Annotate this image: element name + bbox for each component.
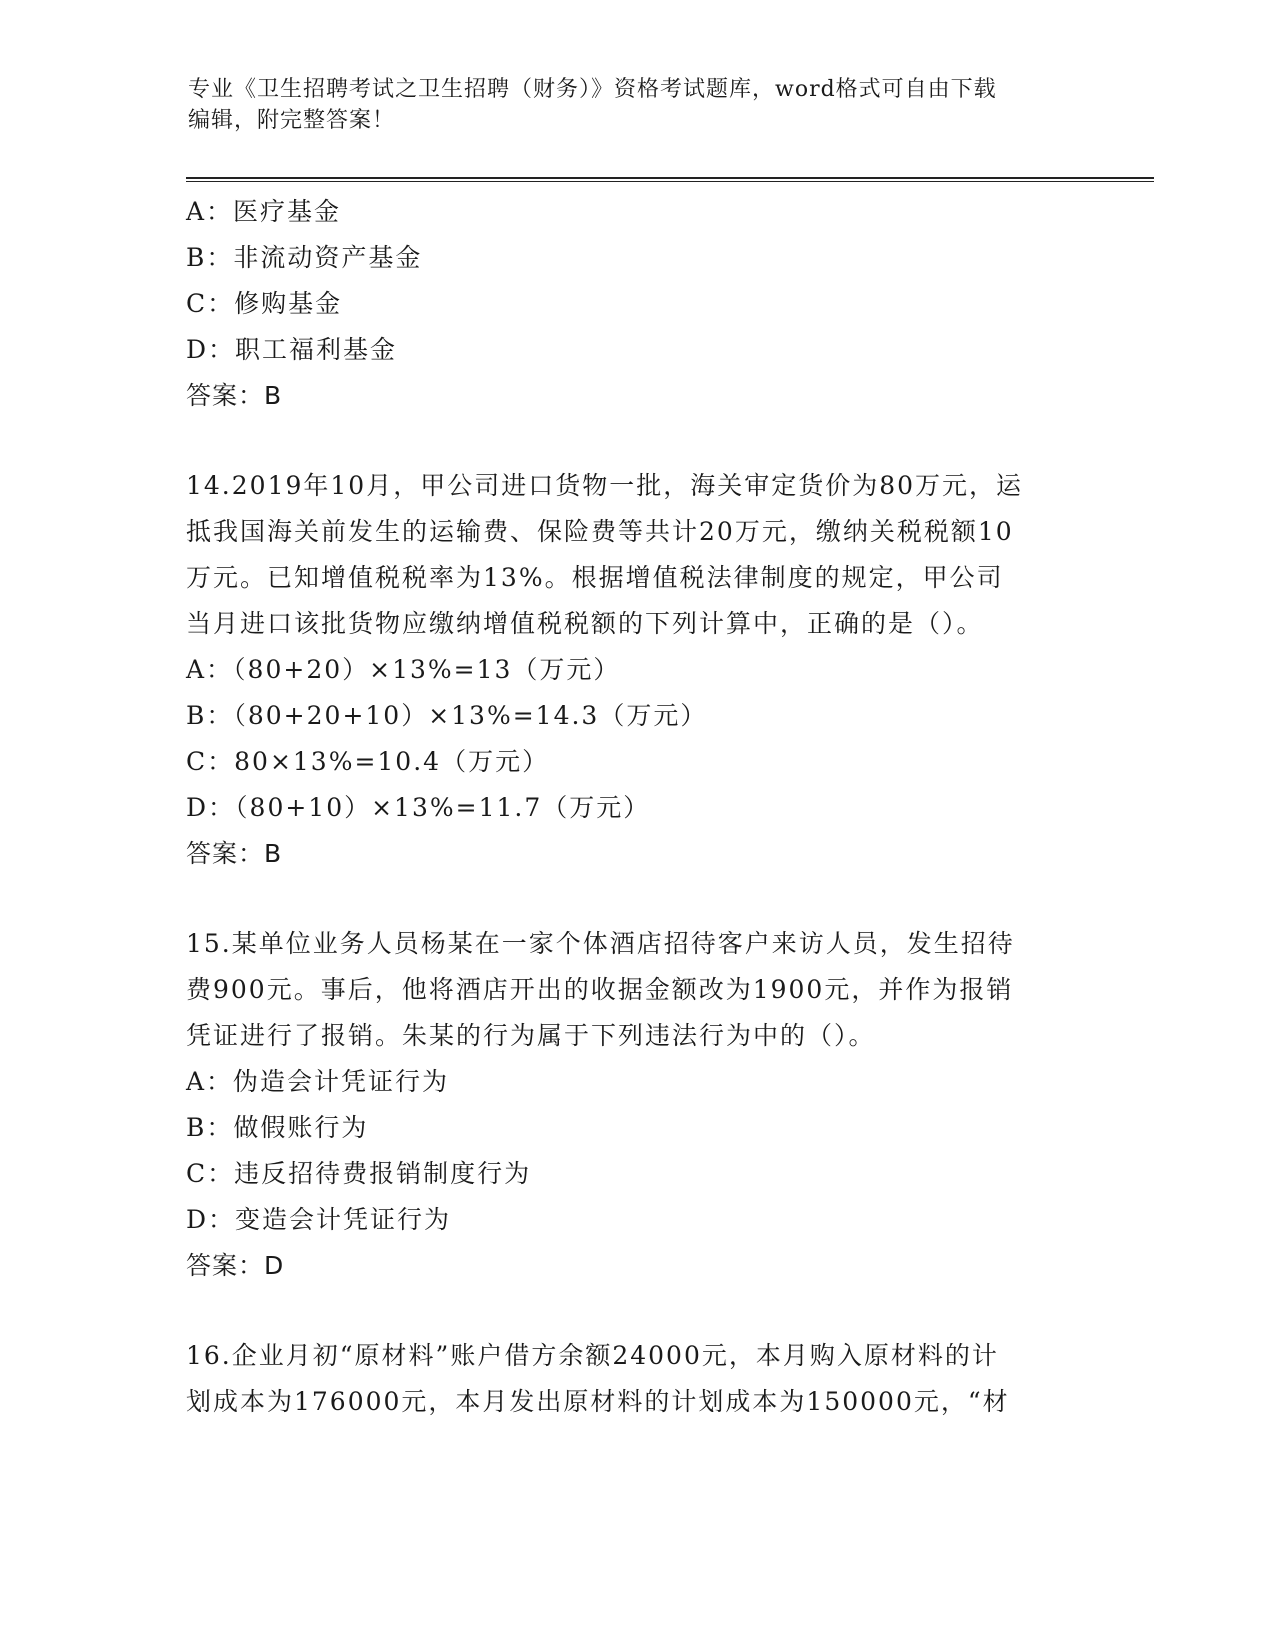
- question-stem: [186, 921, 1086, 1059]
- question-stem: [186, 463, 1086, 647]
- option-b: B：非流动资产基金: [186, 243, 423, 272]
- stem-line: 15.某单位业务人员杨某在一家个体酒店招待客户来访人员，发生招待: [186, 929, 1015, 958]
- question-spacer: [186, 1289, 1086, 1333]
- question-14: [186, 463, 1086, 877]
- header-divider-thick: [186, 177, 1154, 179]
- option-a: A：医疗基金: [186, 197, 342, 226]
- option-b: B：做假账行为: [186, 1113, 369, 1142]
- option-a: A：（80+20）×13%=13（万元）: [186, 655, 621, 684]
- question-15: [186, 921, 1086, 1289]
- option-d: D：变造会计凭证行为: [186, 1205, 452, 1234]
- document-body: [186, 189, 1086, 1425]
- option-b: B：（80+20+10）×13%=14.3（万元）: [186, 701, 708, 730]
- stem-line: 凭证进行了报销。朱某的行为属于下列违法行为中的（）。: [186, 1021, 876, 1050]
- answer-line: 答案：B: [186, 839, 283, 868]
- header-line-1: 专业《卫生招聘考试之卫生招聘（财务）》资格考试题库，word格式可自由下载: [188, 77, 997, 102]
- stem-line: 当月进口该批货物应缴纳增值税税额的下列计算中，正确的是（）。: [186, 609, 984, 638]
- question-spacer: [186, 877, 1086, 921]
- option-c: C：80×13%=10.4（万元）: [186, 747, 550, 776]
- stem-line: 14.2019年10月，甲公司进口货物一批，海关审定货价为80万元，运: [186, 471, 1024, 500]
- header-divider-thin: [186, 181, 1154, 182]
- question-13: [186, 189, 1086, 419]
- answer-line: 答案：B: [186, 381, 283, 410]
- option-a: A：伪造会计凭证行为: [186, 1067, 450, 1096]
- stem-line: 费900元。事后，他将酒店开出的收据金额改为1900元，并作为报销: [186, 975, 1014, 1004]
- document-header: [188, 74, 1088, 136]
- question-16: [186, 1333, 1086, 1425]
- answer-line: 答案：D: [186, 1251, 285, 1280]
- option-d: D：（80+10）×13%=11.7（万元）: [186, 793, 651, 822]
- stem-line: 万元。已知增值税税率为13%。根据增值税法律制度的规定，甲公司: [186, 563, 1004, 592]
- option-d: D：职工福利基金: [186, 335, 398, 364]
- option-c: C：修购基金: [186, 289, 343, 318]
- question-stem: [186, 1333, 1086, 1425]
- stem-line: 划成本为176000元，本月发出原材料的计划成本为150000元，“材: [186, 1387, 1010, 1416]
- stem-line: 抵我国海关前发生的运输费、保险费等共计20万元，缴纳关税税额10: [186, 517, 1014, 546]
- header-line-2: 编辑，附完整答案！: [188, 108, 396, 133]
- question-spacer: [186, 419, 1086, 463]
- stem-line: 16.企业月初“原材料”账户借方余额24000元，本月购入原材料的计: [186, 1341, 999, 1370]
- option-c: C：违反招待费报销制度行为: [186, 1159, 532, 1188]
